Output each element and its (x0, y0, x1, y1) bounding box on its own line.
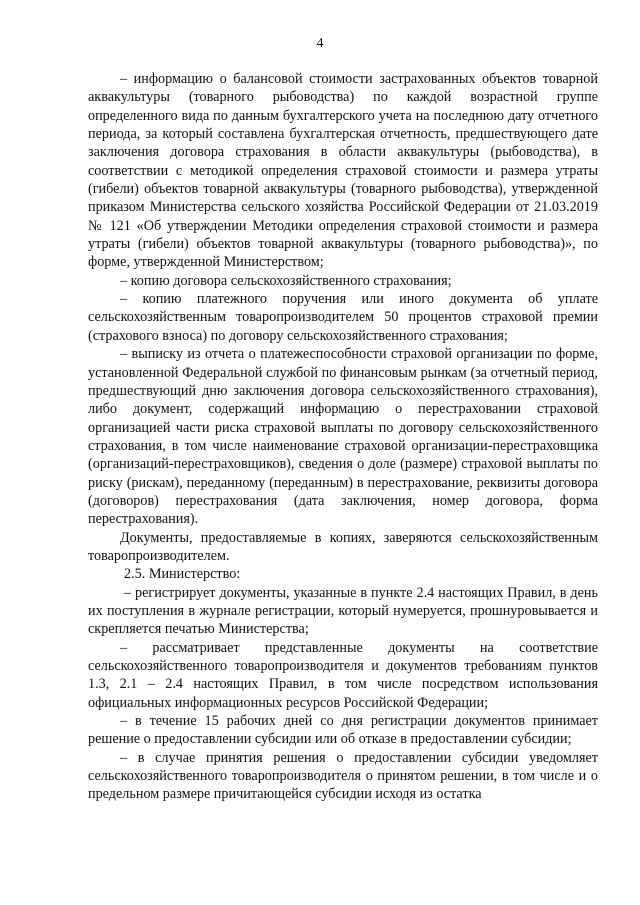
paragraph-solvency-report-extract: – выписку из отчета о платежеспособности страховой организации по форме, установленной Федеральной службой по финансовым рынкам (за отчетный период, предшествующий дню заключения договора сельскохозяйственного страхования), либо документ, содержащий информацию о перестраховании страховой организацией части риска страховой выплаты по договору сельскохозяйственного страхования, в том числе наименование страховой организации-перестраховщика (организаций-перестраховщиков), сведения о доле (размере) страховой выплаты по риску (рискам), переданному (переданным) в перестрахование, реквизиты договора (договоров) перестрахования (дата заключения, номер договора, форма перестрахования). (88, 346, 598, 528)
paragraph-notification: – в случае принятия решения о предоставлении субсидии уведомляет сельскохозяйственного товаропроизводителя о принятом решении, в том числе и о предельном размере причитающейся субсидии исходя из остатка (88, 749, 598, 803)
page-number: 4 (316, 36, 324, 51)
paragraph-reviews-documents: – рассматривает представленные документы на соответствие сельскохозяйственного товаропроизводителя и документов требованиям пунктов 1.3, 2.1 – 2.4 настоящих Правил, в том числе посредством использования официальных информационных ресурсов Российской Федерации; (88, 639, 598, 711)
paragraph-balance-value-info: – информацию о балансовой стоимости застрахованных объектов товарной аквакультуры (товарного рыбоводства) по каждой возрастной группе определенного вида по данным бухгалтерского учета на последнюю дату отчетного периода, за который составлена бухгалтерская отчетность, предшествующего дате заключения договора страхования в области аквакультуры (рыбоводства), в соответствии с методикой определения страховой стоимости и размера утраты (гибели) объектов товарной аквакультуры (товарного рыбоводства), утвержденной приказом Министерства сельского хозяйства Российской Федерации от 21.03.2019 № 121 «Об утверждении Методики определения страховой стоимости и размера утраты (гибели) объектов товарной аквакультуры (товарного рыбоводства)», по форме, утвержденной Министерством; (88, 71, 598, 271)
paragraph-certified-copies: Документы, предоставляемые в копиях, заверяются сельскохозяйственным товаропроизводителем. (88, 529, 598, 564)
paragraph-insurance-contract-copy: – копию договора сельскохозяйственного страхования; (120, 272, 452, 289)
body-text (88, 70, 598, 804)
paragraph-payment-order-copy: – копию платежного поручения или иного документа об уплате сельскохозяйственным товаропроизводителем 50 процентов страховой премии (страхового взноса) по договору сельскохозяйственного страхования; (88, 291, 598, 344)
paragraph-decision-deadline: – в течение 15 рабочих дней со дня регистрации документов принимает решение о предоставлении субсидии или об отказе в предоставлении субсидии; (88, 713, 598, 748)
paragraph-registers-documents: – регистрирует документы, указанные в пункте 2.4 настоящих Правил, в день их поступления в журнале регистрации, который нумеруется, прошнуровывается и скрепляется печатью Министерства; (88, 584, 598, 638)
section-heading-2-5: 2.5. Министерство: (124, 566, 241, 583)
